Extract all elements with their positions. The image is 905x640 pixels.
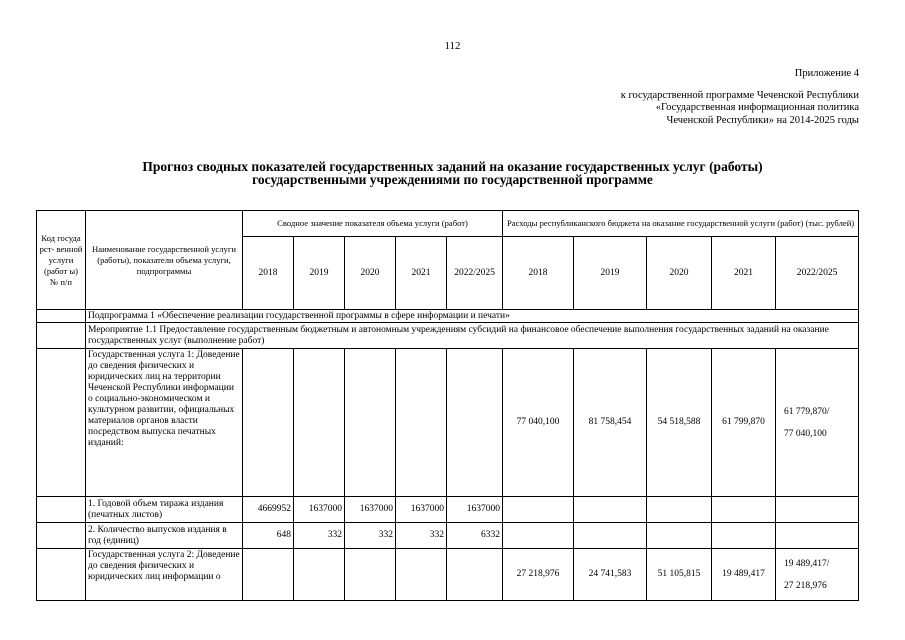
- service-1-budget-2020: 54 518,588: [647, 349, 712, 497]
- header-year: 2018: [243, 237, 294, 310]
- empty-cell: [37, 323, 86, 349]
- header-year: 2022/2025: [776, 237, 859, 310]
- service-1-budget-last-b: 77 040,100: [784, 428, 827, 439]
- service-1-budget-2021: 61 799,870: [712, 349, 776, 497]
- indicator-2-name: 2. Количество выпусков издания в год (единиц): [86, 523, 243, 549]
- indicator-2-volume-2018: 648: [243, 523, 294, 549]
- empty-cell: [37, 497, 86, 523]
- header-name: Наименование государственной услуги (работы), показатели объема услуги, подпрограммы: [86, 211, 243, 310]
- service-2-budget-2020: 51 105,815: [647, 549, 712, 601]
- indicator-1-name: 1. Годовой объем тиража издания (печатных листов): [86, 497, 243, 523]
- indicator-1-volume-2018: 4669952: [243, 497, 294, 523]
- empty-cell: [345, 349, 396, 497]
- appendix-note: [621, 68, 859, 127]
- service-2-name: Государственная услуга 2: Доведение до сведения физических и юридических лиц информации о: [86, 549, 243, 601]
- service-2-budget-2019: 24 741,583: [574, 549, 647, 601]
- service-1-budget-2022-2025: [776, 349, 859, 497]
- service-1-name: Государственная услуга 1: Доведение до сведения физических и юридических лиц на территории Чеченской Республики информации о социально-экономическом и культурном развитии, официальных материалов органов власти посредством выпуска печатных изданий:: [86, 349, 243, 497]
- header-year: 2019: [294, 237, 345, 310]
- service-2-budget-2022-2025: [776, 549, 859, 601]
- indicator-1-volume-2020: 1637000: [345, 497, 396, 523]
- indicator-1-volume-2022-2025: 1637000: [447, 497, 503, 523]
- indicators-table: [36, 210, 859, 601]
- header-year: 2021: [396, 237, 447, 310]
- empty-cell: [712, 497, 776, 523]
- document-title-line: Прогноз сводных показателей государственных заданий на оказание государственных услуг (работы): [142, 159, 763, 174]
- empty-cell: [574, 497, 647, 523]
- header-year: 2018: [503, 237, 574, 310]
- header-year: 2020: [345, 237, 396, 310]
- appendix-line: Чеченской Республики» на 2014-2025 годы: [666, 114, 859, 126]
- service-1-budget-2018: 77 040,100: [503, 349, 574, 497]
- indicator-1-volume-2021: 1637000: [396, 497, 447, 523]
- empty-cell: [37, 349, 86, 497]
- empty-cell: [396, 549, 447, 601]
- document-title: [0, 160, 905, 186]
- subprogram-row: Подпрограмма 1 «Обеспечение реализации государственной программы в сфере информации и печати»: [86, 310, 859, 323]
- indicator-1-volume-2019: 1637000: [294, 497, 345, 523]
- appendix-title: Приложение 4: [794, 68, 859, 79]
- indicator-2-volume-2022-2025: 6332: [447, 523, 503, 549]
- appendix-line: «Государственная информационная политика: [655, 102, 859, 113]
- service-1-budget-2019: 81 758,454: [574, 349, 647, 497]
- header-code: Код госуда рст- венной услуги (работ ы) № п/п: [37, 211, 86, 310]
- service-2-budget-2021: 19 489,417: [712, 549, 776, 601]
- header-year: 2022/2025: [447, 237, 503, 310]
- page-number: 112: [444, 40, 461, 52]
- empty-cell: [243, 349, 294, 497]
- service-2-budget-last-b: 27 218,976: [784, 580, 827, 591]
- empty-cell: [37, 549, 86, 601]
- service-1-budget-last-a: 61 779,870/: [784, 406, 830, 417]
- measure-row: Мероприятие 1.1 Предоставление государственным бюджетным и автономным учреждениям субсидий на финансовое обеспечение выполнения государственных заданий на оказание государственных услуг (выполнение работ): [86, 323, 859, 349]
- header-budget-group: Расходы республиканского бюджета на оказание государственной услуги (работ) (тыс. рублей): [503, 211, 859, 237]
- indicator-2-volume-2021: 332: [396, 523, 447, 549]
- empty-cell: [503, 497, 574, 523]
- empty-cell: [37, 310, 86, 323]
- empty-cell: [345, 549, 396, 601]
- indicator-2-volume-2020: 332: [345, 523, 396, 549]
- header-volume-group: Сводное значение показателя объема услуги (работ): [243, 211, 503, 237]
- empty-cell: [447, 349, 503, 497]
- empty-cell: [503, 523, 574, 549]
- header-year: 2020: [647, 237, 712, 310]
- empty-cell: [776, 523, 859, 549]
- empty-cell: [447, 549, 503, 601]
- empty-cell: [37, 523, 86, 549]
- appendix-line: к государственной программе Чеченской Республики: [620, 89, 859, 101]
- empty-cell: [647, 497, 712, 523]
- empty-cell: [647, 523, 712, 549]
- empty-cell: [396, 349, 447, 497]
- empty-cell: [243, 549, 294, 601]
- empty-cell: [574, 523, 647, 549]
- header-year: 2019: [574, 237, 647, 310]
- empty-cell: [776, 497, 859, 523]
- service-2-budget-2018: 27 218,976: [503, 549, 574, 601]
- document-title-line: государственными учреждениями по государственной программе: [252, 172, 653, 187]
- empty-cell: [294, 349, 345, 497]
- header-year: 2021: [712, 237, 776, 310]
- empty-cell: [712, 523, 776, 549]
- service-2-budget-last-a: 19 489,417/: [784, 558, 830, 569]
- empty-cell: [294, 549, 345, 601]
- indicator-2-volume-2019: 332: [294, 523, 345, 549]
